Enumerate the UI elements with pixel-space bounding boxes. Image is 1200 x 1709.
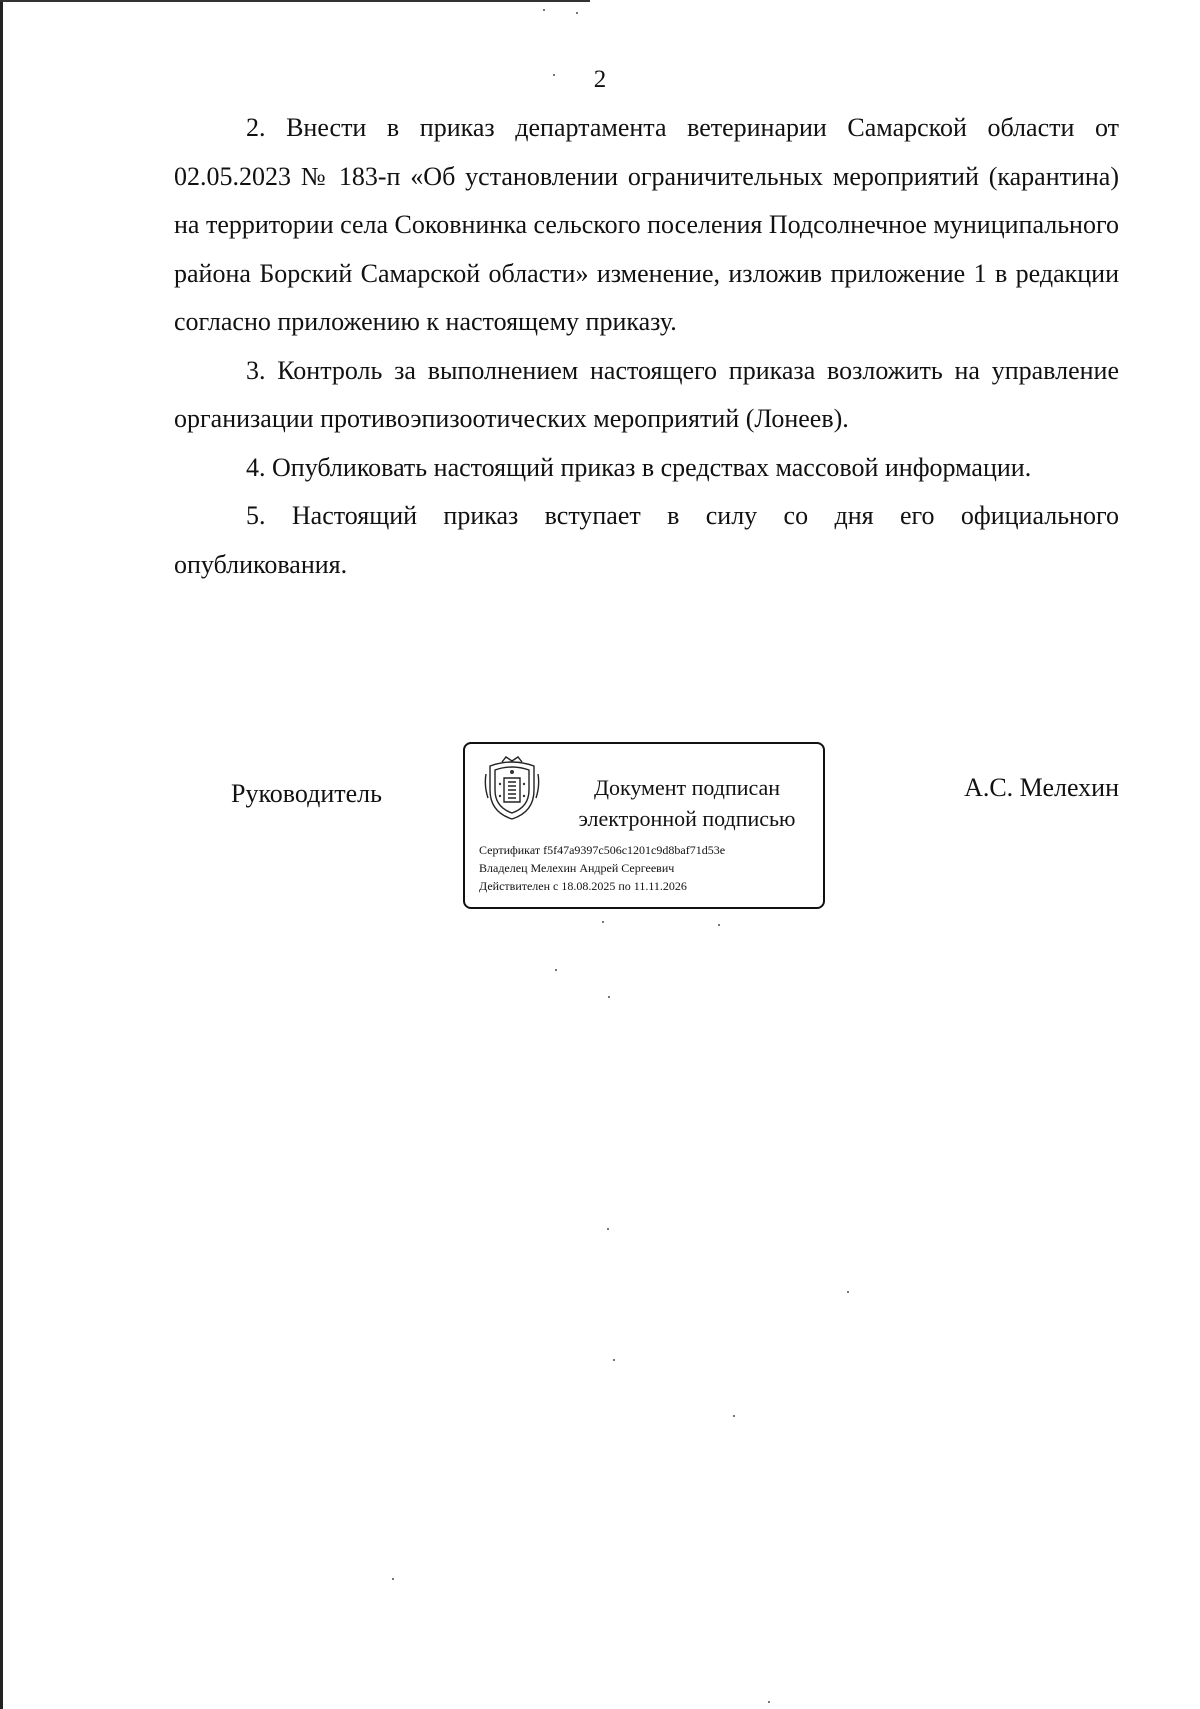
page-number: 2 — [593, 66, 607, 93]
stamp-title — [551, 772, 823, 834]
stamp-title-line2: электронной подписью — [578, 806, 796, 831]
scan-speck — [768, 1701, 770, 1703]
paragraph-4: 4. Опубликовать настоящий приказ в средствах массовой информации. — [246, 452, 1032, 482]
scan-speck — [608, 996, 610, 998]
scan-speck — [555, 969, 557, 971]
paragraph-5: 5. Настоящий приказ вступает в силу со дня его официального опубликования. — [174, 501, 1119, 579]
paragraph-3: 3. Контроль за выполнением настоящего приказа возложить на управление организации противоэпизоотических мероприятий (Лонеев). — [174, 355, 1119, 433]
signer-name: А.С. Мелехин — [964, 773, 1119, 802]
stamp-details — [479, 841, 725, 895]
stamp-title-line1: Документ подписан — [593, 775, 781, 800]
paragraph-2: 2. Внести в приказ департамента ветеринарии Самарской области от 02.05.2023 № 183-п «Об установлении ограничительных мероприятий (карантина) на территории села Соковнинка сельского поселения Подсолнечное муниципального района Борский Самарской области» изменение, изложив приложение 1 в редакции согласно приложению к настоящему приказу. — [174, 113, 1119, 336]
scan-edge-top — [0, 0, 590, 2]
scan-speck — [576, 12, 578, 14]
stamp-certificate: Сертификат f5f47a9397c506c1201c9d8baf71d53e — [479, 843, 726, 857]
coat-of-arms-icon — [482, 756, 542, 822]
signer-position: Руководитель — [231, 779, 382, 808]
scan-speck — [553, 74, 555, 76]
scan-speck — [718, 924, 720, 926]
scan-speck — [543, 9, 545, 11]
stamp-validity: Действителен с 18.08.2025 по 11.11.2026 — [479, 879, 687, 893]
scan-speck — [847, 1291, 849, 1293]
stamp-owner: Владелец Мелехин Андрей Сергеевич — [479, 861, 675, 875]
scan-speck — [607, 1228, 609, 1230]
electronic-signature-stamp — [463, 742, 825, 909]
scan-speck — [392, 1578, 394, 1580]
scan-speck — [602, 921, 604, 923]
order-body — [174, 104, 1119, 589]
signature-block — [0, 742, 1200, 922]
scan-speck — [613, 1359, 615, 1361]
scan-speck — [733, 1415, 735, 1417]
